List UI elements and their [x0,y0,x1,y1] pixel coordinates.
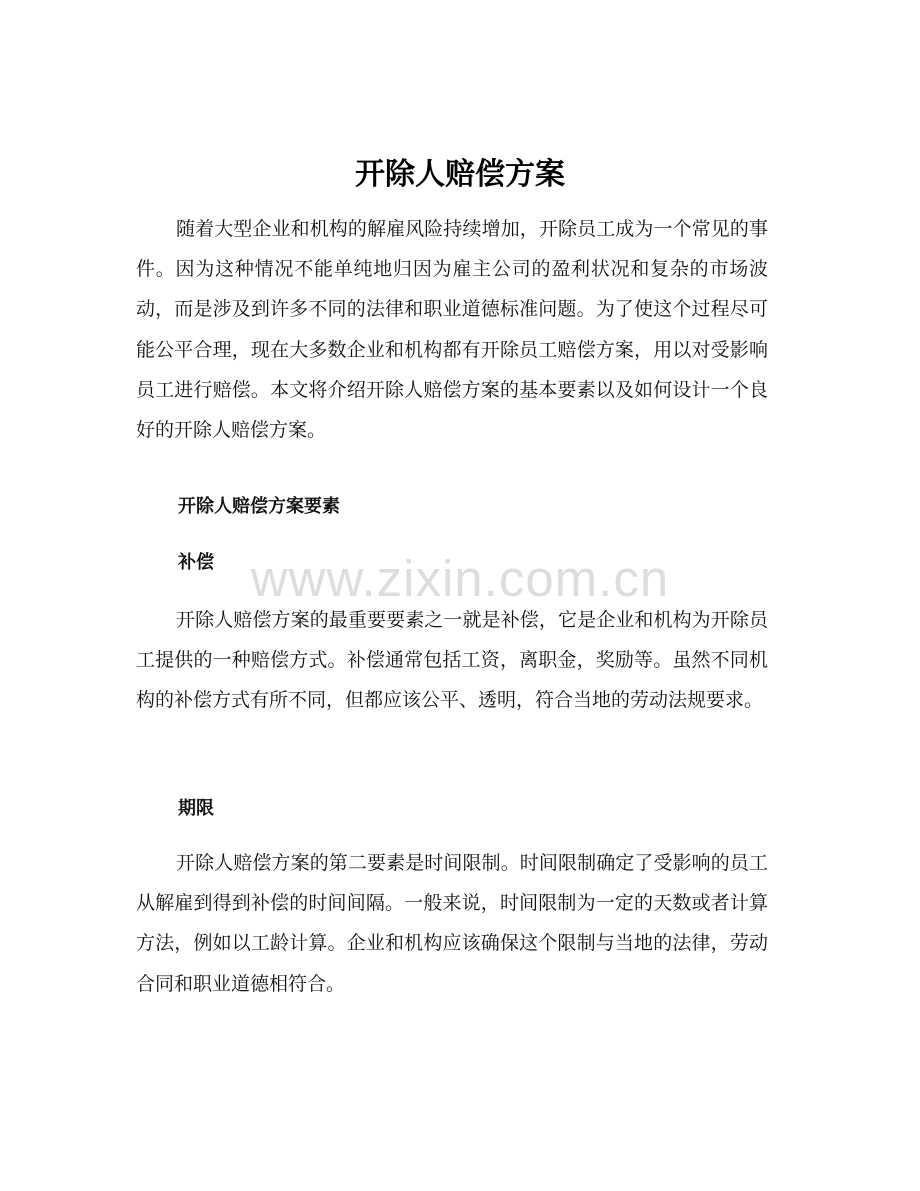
page-title: 开除人赔偿方案 [355,157,565,192]
intro-paragraph: 随着大型企业和机构的解雇风险持续增加，开除员工成为一个常见的事件。因为这种情况不能单纯地归因为雇主公司的盈利状况和复杂的市场波动，而是涉及到许多不同的法律和职业道德标准问题。为了使这个过程尽可能公平合理，现在大多数企业和机构都有开除员工赔偿方案，用以对受影响员工进行赔偿。本文将介绍开除人赔偿方案的基本要素以及如何设计一个良好的开除人赔偿方案。 [136,218,768,442]
compensation-paragraph: 开除人赔偿方案的最重要要素之一就是补偿，它是企业和机构为开除员工提供的一种赔偿方式。补偿通常包括工资，离职金，奖励等。虽然不同机构的补偿方式有所不同，但都应该公平、透明，符合当地的劳动法规要求。 [136,609,768,712]
watermark: www.zixin.com.cn [250,550,670,607]
term-paragraph: 开除人赔偿方案的第二要素是时间限制。时间限制确定了受影响的员工从解雇到得到补偿的时间间隔。一般来说，时间限制为一定的天数或者计算方法，例如以工龄计算。企业和机构应该确保这个限制与当地的法律，劳动合同和职业道德相符合。 [136,852,768,995]
subheading-term: 期限 [178,798,214,819]
subheading-compensation: 补偿 [178,552,214,573]
section-heading-elements: 开除人赔偿方案要素 [178,496,340,517]
